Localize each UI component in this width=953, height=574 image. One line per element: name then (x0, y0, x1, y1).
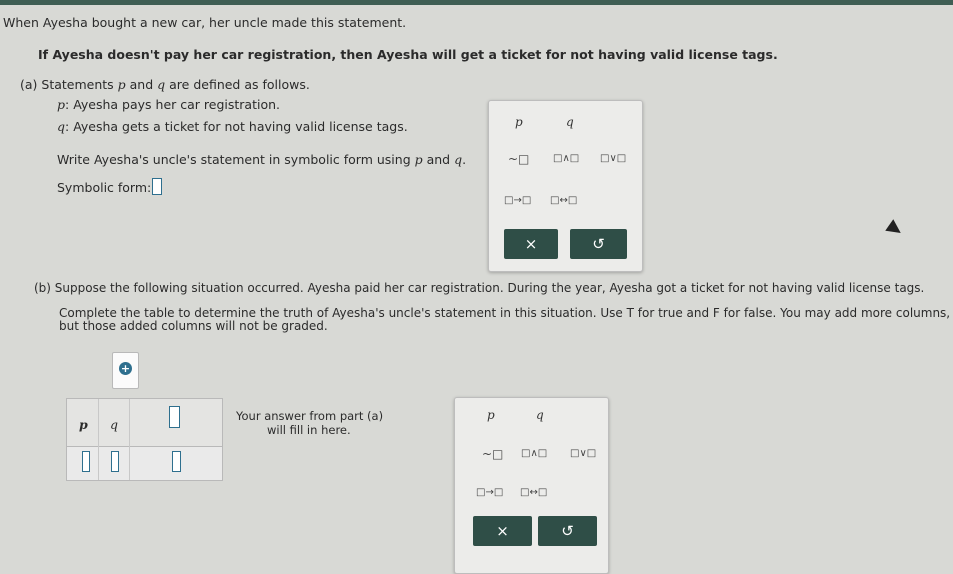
p-value-input[interactable] (82, 451, 90, 472)
key-not[interactable]: ~□ (508, 152, 530, 166)
key-conditional[interactable]: □→□ (504, 195, 532, 206)
key-q[interactable]: q (536, 408, 544, 422)
part-b-instructions-line1: Complete the table to determine the truth of Ayesha's uncle's statement in this situation. Use T for true and F for false. You may add more columns, (59, 306, 951, 320)
plus-circle-icon: + (120, 362, 131, 375)
statement-value-input[interactable] (172, 451, 181, 472)
symbol-keypad-a (488, 100, 643, 272)
intro-text: When Ayesha bought a new car, her uncle made this statement. (3, 15, 407, 30)
part-b-situation: (b) Suppose the following situation occurred. Ayesha paid her car registration. During the year, Ayesha got a ticket for not having valid license tags. (34, 281, 925, 295)
column-header-q: q (110, 417, 119, 432)
key-and[interactable]: □∧□ (521, 448, 548, 459)
answer-note-line1: Your answer from part (a) (236, 409, 384, 423)
answer-note-line2: will fill in here. (267, 423, 351, 437)
key-q[interactable]: q (566, 115, 574, 129)
part-a-instructions: Write Ayesha's uncle's statement in symbolic form using p and q. (57, 152, 467, 167)
key-conditional[interactable]: □→□ (476, 487, 504, 498)
q-definition: q: Ayesha gets a ticket for not having valid license tags. (57, 119, 408, 134)
undo-button[interactable] (538, 516, 597, 546)
column-divider (98, 399, 99, 480)
key-and[interactable]: □∧□ (553, 153, 580, 164)
part-a-heading: (a) Statements p and q are defined as follows. (20, 77, 310, 92)
key-p[interactable]: p (515, 115, 523, 129)
symbolic-form-input[interactable] (152, 178, 162, 195)
mouse-cursor-icon (885, 219, 904, 238)
key-biconditional[interactable]: □↔□ (550, 195, 578, 206)
uncle-statement: If Ayesha doesn't pay her car registration, then Ayesha will get a ticket for not having valid license tags. (38, 47, 778, 62)
symbol-keypad-b (454, 397, 609, 574)
key-or[interactable]: □∨□ (570, 448, 597, 459)
q-value-input[interactable] (111, 451, 119, 472)
key-p[interactable]: p (487, 408, 495, 422)
key-not[interactable]: ~□ (482, 447, 504, 461)
clear-button[interactable] (504, 229, 558, 259)
undo-button[interactable] (570, 229, 627, 259)
top-bar (0, 0, 953, 5)
add-column-button[interactable] (112, 352, 139, 389)
statement-header-input[interactable] (169, 406, 180, 428)
truth-table (66, 398, 223, 481)
column-header-p: p (79, 417, 88, 432)
clear-button[interactable] (473, 516, 532, 546)
part-b-instructions-line2: but those added columns will not be graded. (59, 319, 328, 333)
column-divider (129, 399, 130, 480)
truth-table-header (67, 399, 222, 447)
undo-icon: ↺ (561, 522, 574, 540)
key-biconditional[interactable]: □↔□ (520, 487, 548, 498)
p-definition: p: Ayesha pays her car registration. (57, 97, 280, 112)
symbolic-form-label: Symbolic form: (57, 180, 152, 195)
close-icon: × (496, 522, 509, 540)
close-icon: × (524, 235, 538, 253)
undo-icon: ↺ (592, 235, 605, 253)
key-or[interactable]: □∨□ (600, 153, 627, 164)
